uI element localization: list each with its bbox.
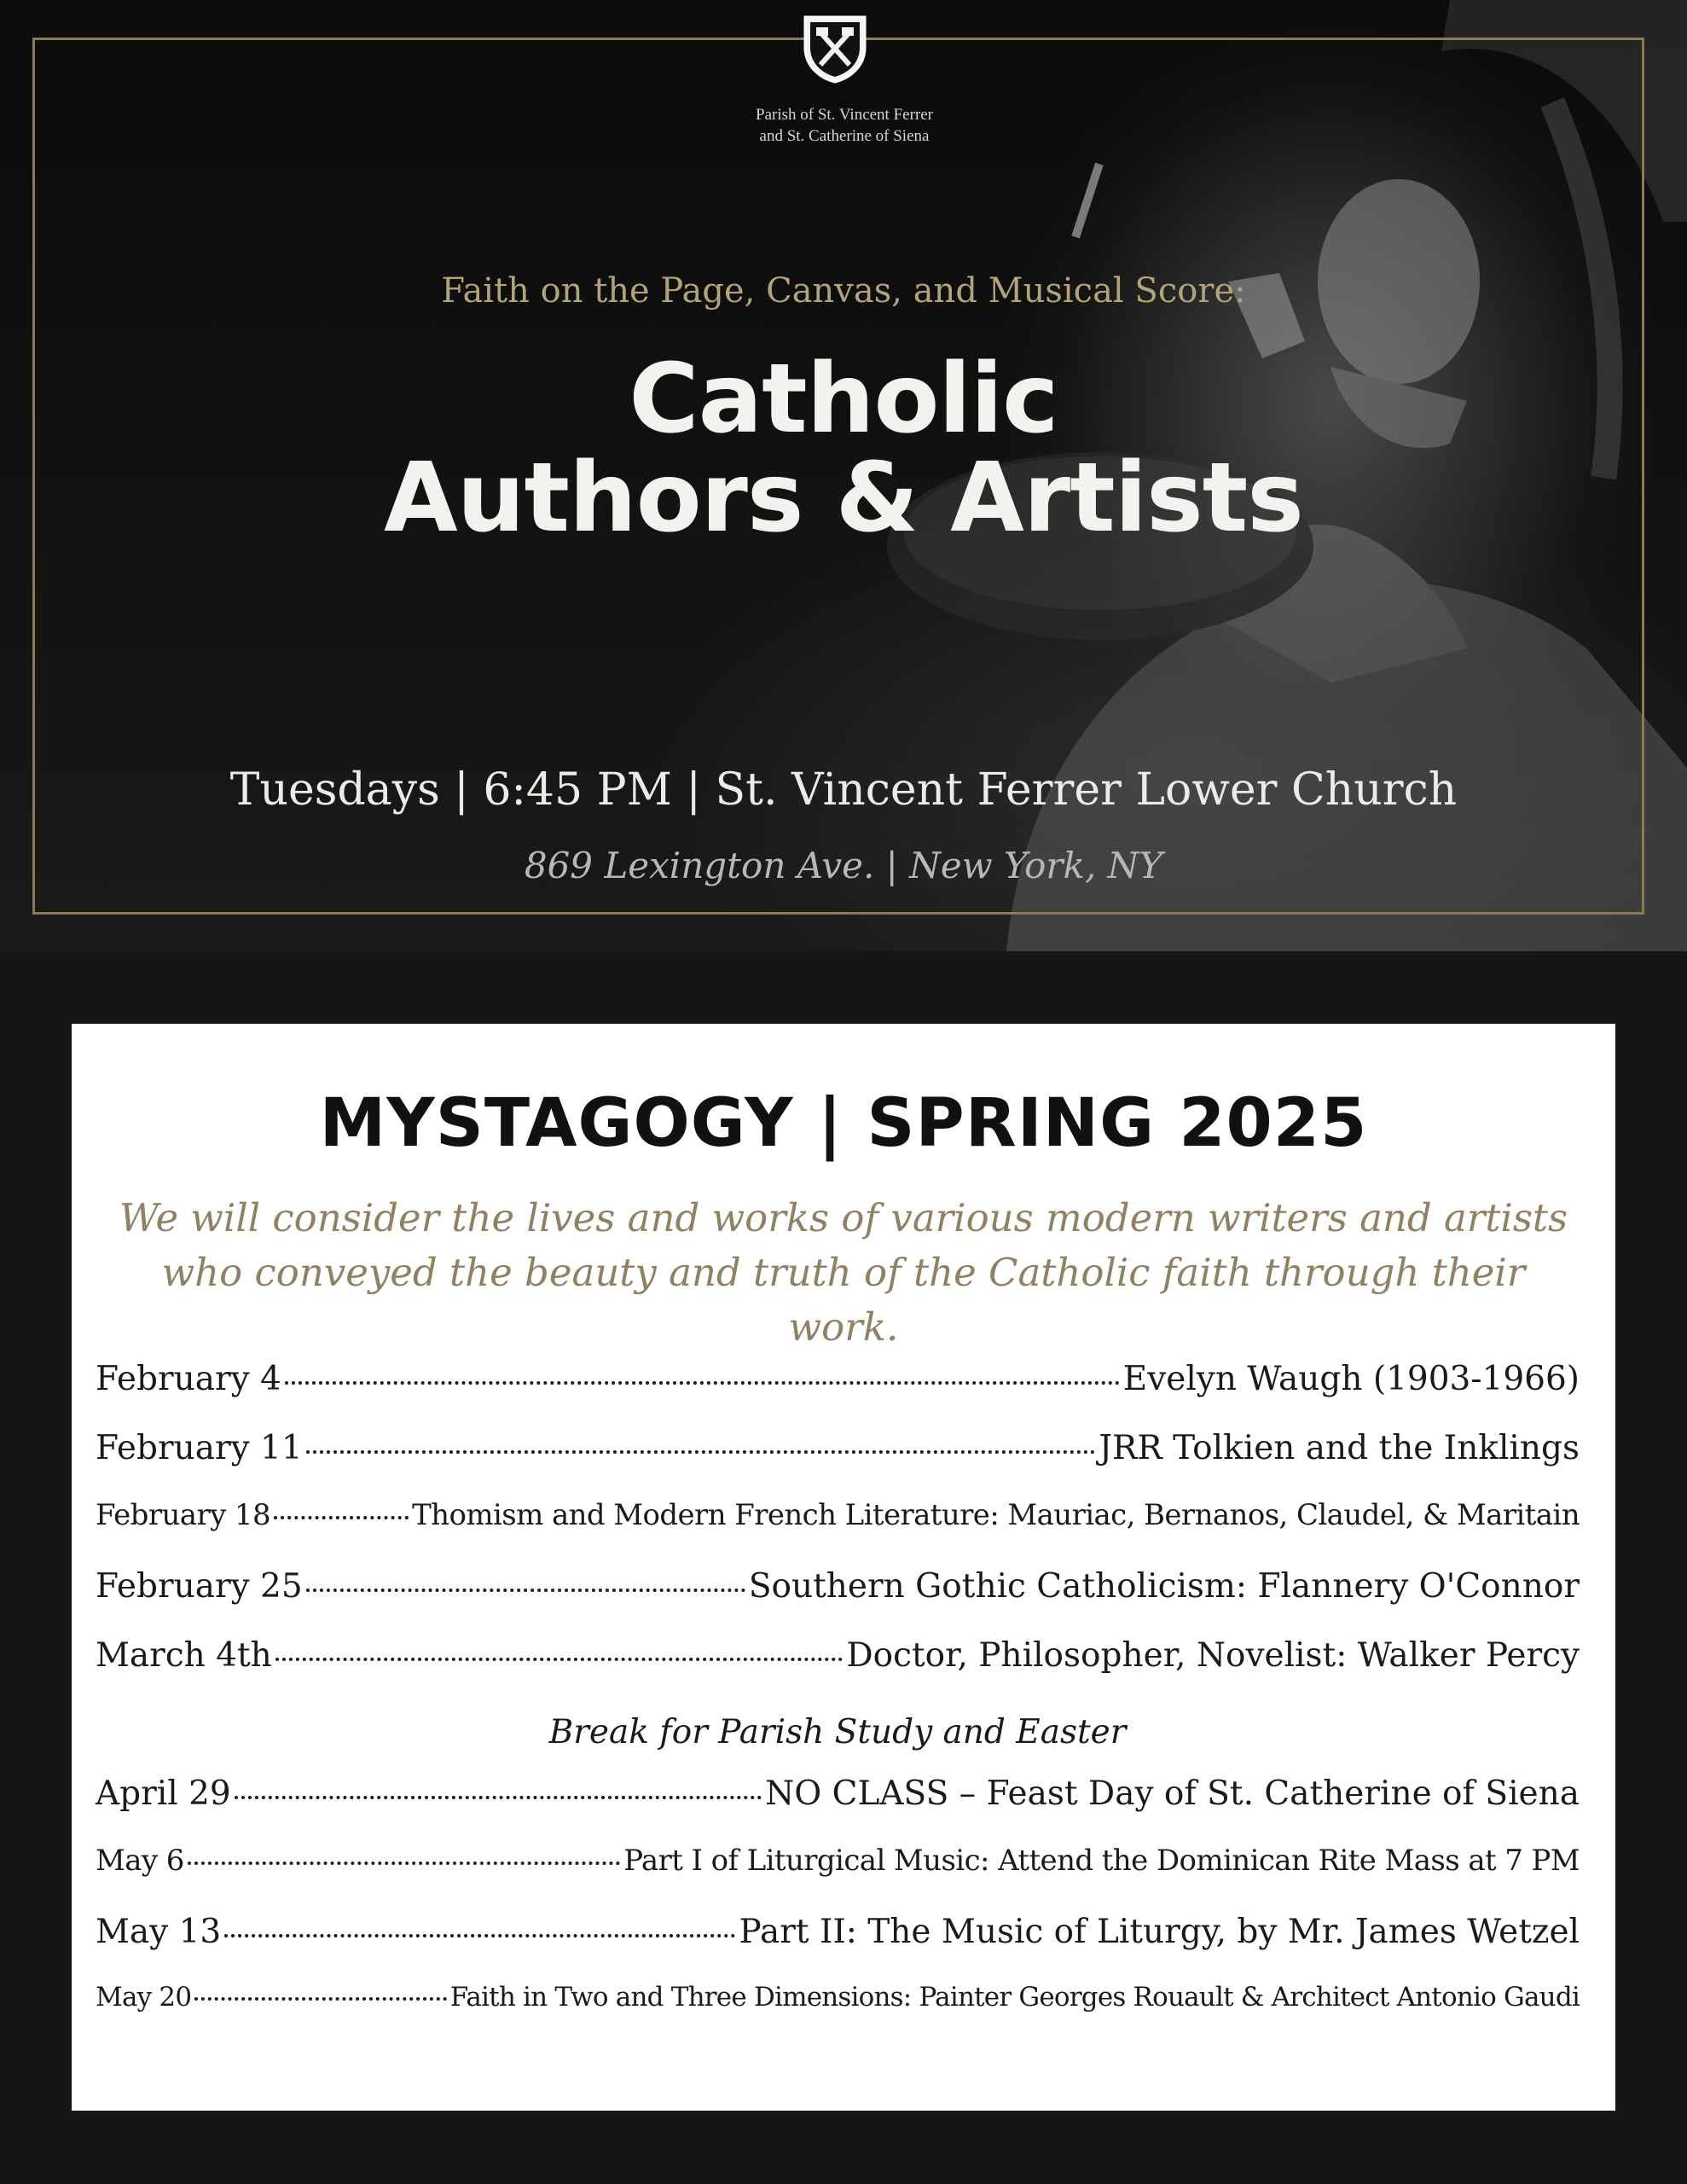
schedule-topic: Thomism and Modern French Literature: Mauriac, Bernanos, Claudel, & Maritain bbox=[412, 1498, 1580, 1532]
schedule-date: April 29 bbox=[96, 1774, 231, 1813]
meeting-address: 869 Lexington Ave. | New York, NY bbox=[524, 845, 1163, 886]
schedule-row bbox=[96, 1982, 1580, 2051]
schedule-date: May 6 bbox=[96, 1844, 184, 1878]
hero-banner bbox=[0, 0, 1687, 951]
schedule-topic: Part I of Liturgical Music: Attend the Dominican Rite Mass at 7 PM bbox=[623, 1844, 1580, 1878]
schedule-topic: Doctor, Philosopher, Novelist: Walker Percy bbox=[846, 1636, 1580, 1675]
series-description bbox=[106, 1191, 1581, 1355]
schedule-row bbox=[96, 1774, 1580, 1844]
series-title bbox=[171, 344, 1516, 554]
schedule-date: March 4th bbox=[96, 1636, 272, 1675]
schedule-row bbox=[96, 1498, 1580, 1567]
schedule-date: May 13 bbox=[96, 1913, 222, 1951]
schedule-topic: Evelyn Waugh (1903-1966) bbox=[1122, 1360, 1580, 1398]
schedule-break-note: Break for Parish Study and Easter bbox=[548, 1713, 1127, 1751]
dot-leader bbox=[274, 1516, 409, 1519]
schedule-list bbox=[96, 1360, 1580, 2051]
dot-leader bbox=[306, 1589, 745, 1592]
dot-leader bbox=[306, 1450, 1096, 1454]
schedule-row bbox=[96, 1844, 1580, 1913]
schedule-topic: NO CLASS – Feast Day of St. Catherine of Siena bbox=[765, 1774, 1580, 1813]
dot-leader bbox=[188, 1862, 620, 1865]
parish-line-2: and St. Catherine of Siena bbox=[759, 127, 930, 145]
parish-line-1: Parish of St. Vincent Ferrer bbox=[756, 106, 933, 124]
schedule-date: February 11 bbox=[96, 1429, 303, 1467]
parish-name bbox=[682, 104, 1006, 147]
schedule-topic: Faith in Two and Three Dimensions: Painter Georges Rouault & Architect Antonio Gaudi bbox=[449, 1982, 1580, 2013]
title-line-2: Authors & Artists bbox=[384, 443, 1303, 554]
schedule-card bbox=[72, 1024, 1615, 2111]
dot-leader bbox=[285, 1381, 1120, 1385]
schedule-date: February 18 bbox=[96, 1498, 270, 1532]
schedule-row bbox=[96, 1913, 1580, 1982]
description-line-1: We will consider the lives and works of various modern writers and artists bbox=[119, 1195, 1568, 1240]
schedule-date: February 25 bbox=[96, 1567, 303, 1606]
card-title: MYSTAGOGY | SPRING 2025 bbox=[319, 1085, 1368, 1162]
schedule-topic: Part II: The Music of Liturgy, by Mr. James Wetzel bbox=[739, 1913, 1580, 1951]
schedule-topic: JRR Tolkien and the Inklings bbox=[1099, 1429, 1580, 1467]
schedule-date: February 4 bbox=[96, 1360, 281, 1398]
dot-leader bbox=[194, 1997, 447, 2001]
schedule-row bbox=[96, 1429, 1580, 1498]
meeting-time: Tuesdays | 6:45 PM | St. Vincent Ferrer Lower Church bbox=[229, 764, 1458, 816]
dot-leader bbox=[275, 1658, 844, 1661]
description-line-2: who conveyed the beauty and truth of the Catholic faith through their work. bbox=[161, 1250, 1526, 1350]
schedule-row bbox=[96, 1567, 1580, 1636]
schedule-row bbox=[96, 1636, 1580, 1705]
dot-leader bbox=[235, 1796, 762, 1799]
series-subtitle: Faith on the Page, Canvas, and Musical Score: bbox=[441, 271, 1246, 311]
title-line-1: Catholic bbox=[629, 344, 1058, 455]
shield-icon bbox=[802, 14, 868, 84]
schedule-topic: Southern Gothic Catholicism: Flannery O'Connor bbox=[748, 1567, 1580, 1606]
schedule-date: May 20 bbox=[96, 1982, 192, 2013]
dot-leader bbox=[224, 1934, 735, 1937]
schedule-row bbox=[96, 1360, 1580, 1429]
